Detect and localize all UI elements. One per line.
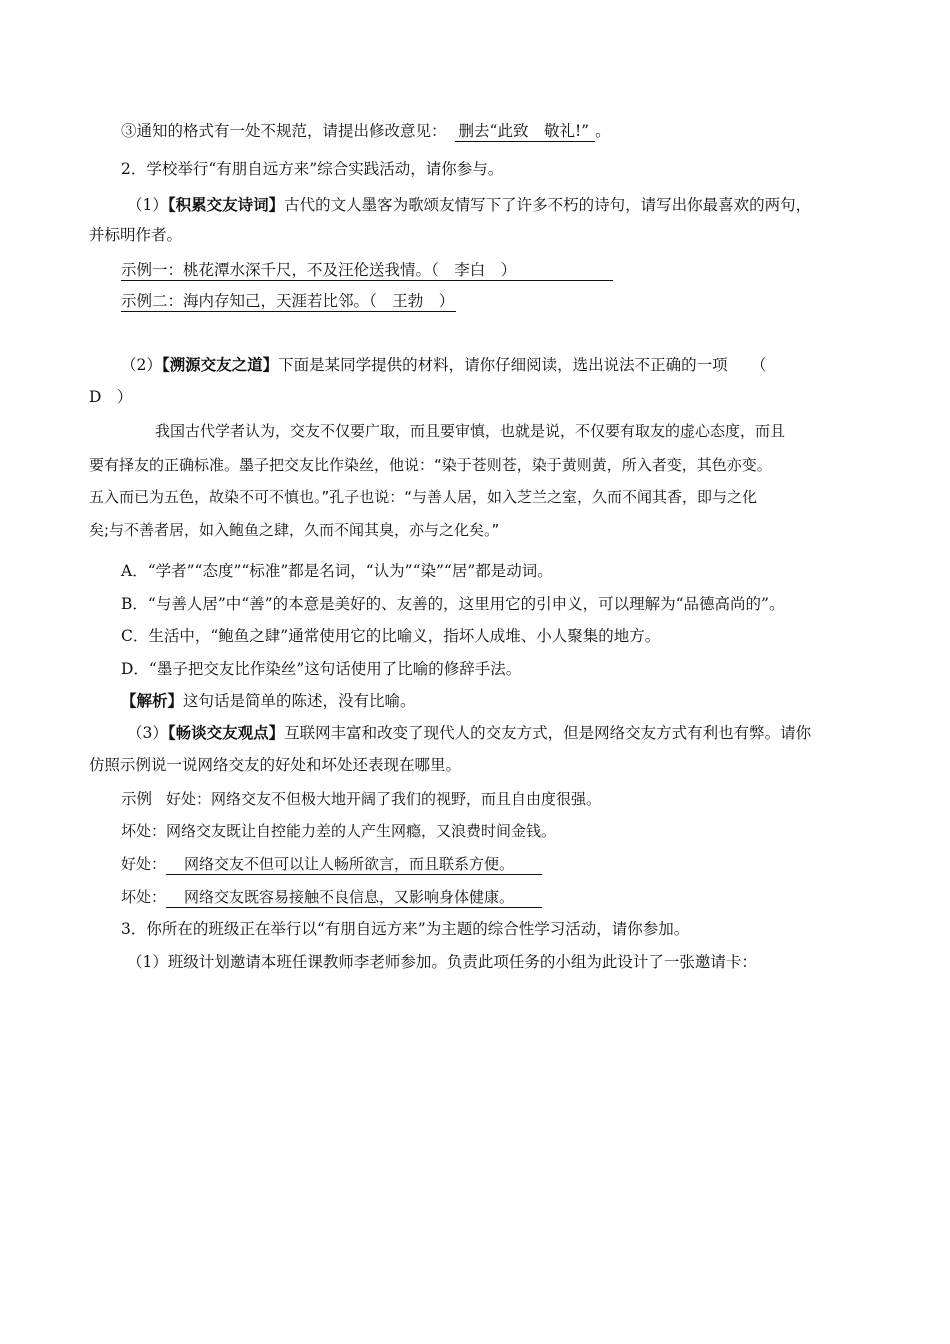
q2-p1-num: （1） (127, 196, 168, 214)
option-a: A．“学者”“态度”“标准”都是名词，“认为”“染”“居”都是动词。 (121, 562, 553, 580)
q2-p3-num: （3） (127, 724, 168, 742)
q2-example-2-text: 示例二：海内存知己，天涯若比邻。（ 王勃 ） (121, 292, 455, 310)
q3-title: 3．你所在的班级正在举行以“有朋自远方来”为主题的综合性学习活动，请你参加。 (121, 920, 690, 938)
q2-example-1 (121, 259, 613, 281)
passage-line-1: 我国古代学者认为，交友不仅要广取，而且要审慎，也就是说，不仅要有取友的虚心态度，而且 (155, 422, 786, 440)
answer-good-line (121, 853, 542, 875)
q2-p2-num: （2） (121, 356, 162, 374)
q3-p1: （1）班级计划邀请本班任课教师李老师参加。负责此项任务的小组为此设计了一张邀请卡： (127, 953, 757, 971)
q1-3-line (121, 120, 611, 142)
q2-p2-answer: D ） (89, 388, 133, 406)
answer-good-text: 网络交友不但可以让人畅所欲言，而且联系方便。 (166, 854, 542, 875)
q2-example-1-text: 示例一：桃花潭水深千尺，不及汪伦送我情。（ 李白 ） (121, 260, 613, 281)
q2-p3-line1 (127, 722, 811, 744)
q2-p1-tag: 【积累交友诗词】 (167, 195, 285, 214)
analysis-text: 这句话是简单的陈述，没有比喻。 (183, 692, 416, 710)
example-label: 示例 (121, 790, 153, 808)
example-good: 好处：网络交友不但极大地开阔了我们的视野，而且自由度很强。 (166, 790, 602, 808)
example-bad: 坏处：网络交友既让自控能力差的人产生网瘾，又浪费时间金钱。 (121, 822, 557, 840)
analysis (121, 690, 416, 712)
q2-p3-line2: 仿照示例说一说网络交友的好处和坏处还表现在哪里。 (89, 756, 462, 774)
q2-p1-text: 古代的文人墨客为歌颂友情写下了许多不朽的诗句，请写出你最喜欢的两句， (284, 196, 812, 214)
option-c: C．生活中，“鲍鱼之肆”通常使用它的比喻义，指坏人成堆、小人聚集的地方。 (121, 627, 661, 645)
option-d: D．“墨子把交友比作染丝”这句话使用了比喻的修辞手法。 (121, 660, 522, 678)
q1-3-answer: 删去“此致 敬礼!” (455, 121, 596, 142)
answer-good-label: 好处： (121, 855, 167, 873)
passage-line-3: 五入而已为五色，故染不可不慎也。”孔子也说：“与善人居，如入芝兰之室，久而不闻其香，即与之化 (89, 488, 758, 506)
option-b: B．“与善人居”中“善”的本意是美好的、友善的，这里用它的引申义，可以理解为“品德高尚的”。 (121, 595, 785, 613)
q2-p1-line2: 并标明作者。 (89, 226, 183, 244)
passage-line-4: 矣;与不善者居，如入鲍鱼之肆，久而不闻其臭，亦与之化矣。” (89, 521, 500, 539)
q2-example-2 (121, 290, 456, 312)
passage-line-2: 要有择友的正确标准。墨子把交友比作染丝，他说：“染于苍则苍，染于黄则黄，所入者变，其色亦变。 (89, 456, 772, 474)
q2-p3-tag: 【畅谈交友观点】 (167, 723, 285, 742)
q2-p2-tag: 【溯源交友之道】 (161, 355, 279, 374)
q1-3-end: 。 (595, 122, 611, 140)
q1-3-question: ③通知的格式有一处不规范，请提出修改意见： (121, 122, 447, 140)
q2-p3-text: 互联网丰富和改变了现代人的交友方式，但是网络交友方式有利也有弊。请你 (284, 724, 812, 742)
example-good-line (121, 788, 601, 810)
q2-p2-text: 下面是某同学提供的材料，请你仔细阅读，选出说法不正确的一项 （ (278, 356, 767, 374)
answer-bad-text: 网络交友既容易接触不良信息，又影响身体健康。 (166, 887, 542, 908)
analysis-tag: 【解析】 (121, 691, 184, 710)
answer-bad-line (121, 886, 542, 908)
answer-bad-label: 坏处： (121, 888, 167, 906)
q2-title: 2．学校举行“有朋自远方来”综合实践活动，请你参与。 (121, 160, 504, 178)
q2-p1-line1 (127, 194, 811, 216)
q2-p2-line1 (121, 354, 766, 376)
